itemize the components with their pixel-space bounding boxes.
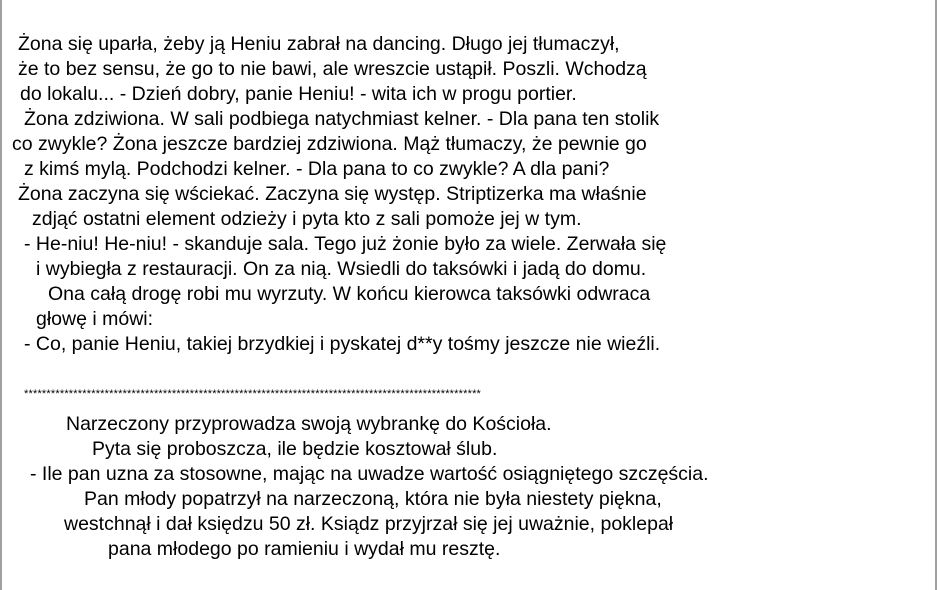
joke-2-line: Pyta się proboszcza, ile będzie kosztował ślub. [92, 438, 498, 460]
separator-line: ****************************************************************************************************** [24, 388, 482, 400]
joke-1-line: - Co, panie Heniu, takiej brzydkiej i pyskatej d**y tośmy jeszcze nie wieźli. [24, 333, 661, 355]
joke-1-line: co zwykle? Żona jeszcze bardziej zdziwiona. Mąż tłumaczy, że pewnie go [12, 133, 647, 155]
joke-2-line: - Ile pan uzna za stosowne, mając na uwadze wartość osiągniętego szczęścia. [30, 463, 709, 485]
joke-1-line: Żona się uparła, żeby ją Heniu zabrał na dancing. Długo jej tłumaczył, [18, 33, 620, 55]
joke-1-line: głowę i mówi: [36, 308, 154, 330]
joke-1-line: - He-niu! He-niu! - skanduje sala. Tego już żonie było za wiele. Zerwała się [24, 233, 667, 255]
joke-1-line: z kimś mylą. Podchodzi kelner. - Dla pana to co zwykle? A dla pani? [24, 158, 610, 180]
joke-1-line: Żona zaczyna się wściekać. Zaczyna się występ. Striptizerka ma właśnie [18, 183, 647, 205]
joke-2-line: westchnął i dał księdzu 50 zł. Ksiądz przyjrzał się jej uważnie, poklepał [64, 513, 674, 535]
joke-1-line: Żona zdziwiona. W sali podbiega natychmiast kelner. - Dla pana ten stolik [24, 108, 660, 130]
joke-1-line: zdjąć ostatni element odzieży i pyta kto z sali pomoże jej w tym. [32, 208, 582, 230]
joke-2-line: Narzeczony przyprowadza swoją wybrankę do Kościoła. [66, 413, 552, 435]
joke-2-line: Pan młody popatrzył na narzeczoną, która nie była niestety piękna, [84, 488, 662, 510]
joke-1-line: Ona całą drogę robi mu wyrzuty. W końcu kierowca taksówki odwraca [48, 283, 651, 305]
joke-1-line: do lokalu... - Dzień dobry, panie Heniu! - wita ich w progu portier. [20, 83, 577, 105]
joke-1-line: i wybiegła z restauracji. On za nią. Wsiedli do taksówki i jadą do domu. [36, 258, 647, 280]
joke-1-line: że to bez sensu, że go to nie bawi, ale wreszcie ustąpił. Poszli. Wchodzą [18, 58, 647, 80]
joke-2-line: pana młodego po ramieniu i wydał mu resztę. [108, 538, 501, 560]
